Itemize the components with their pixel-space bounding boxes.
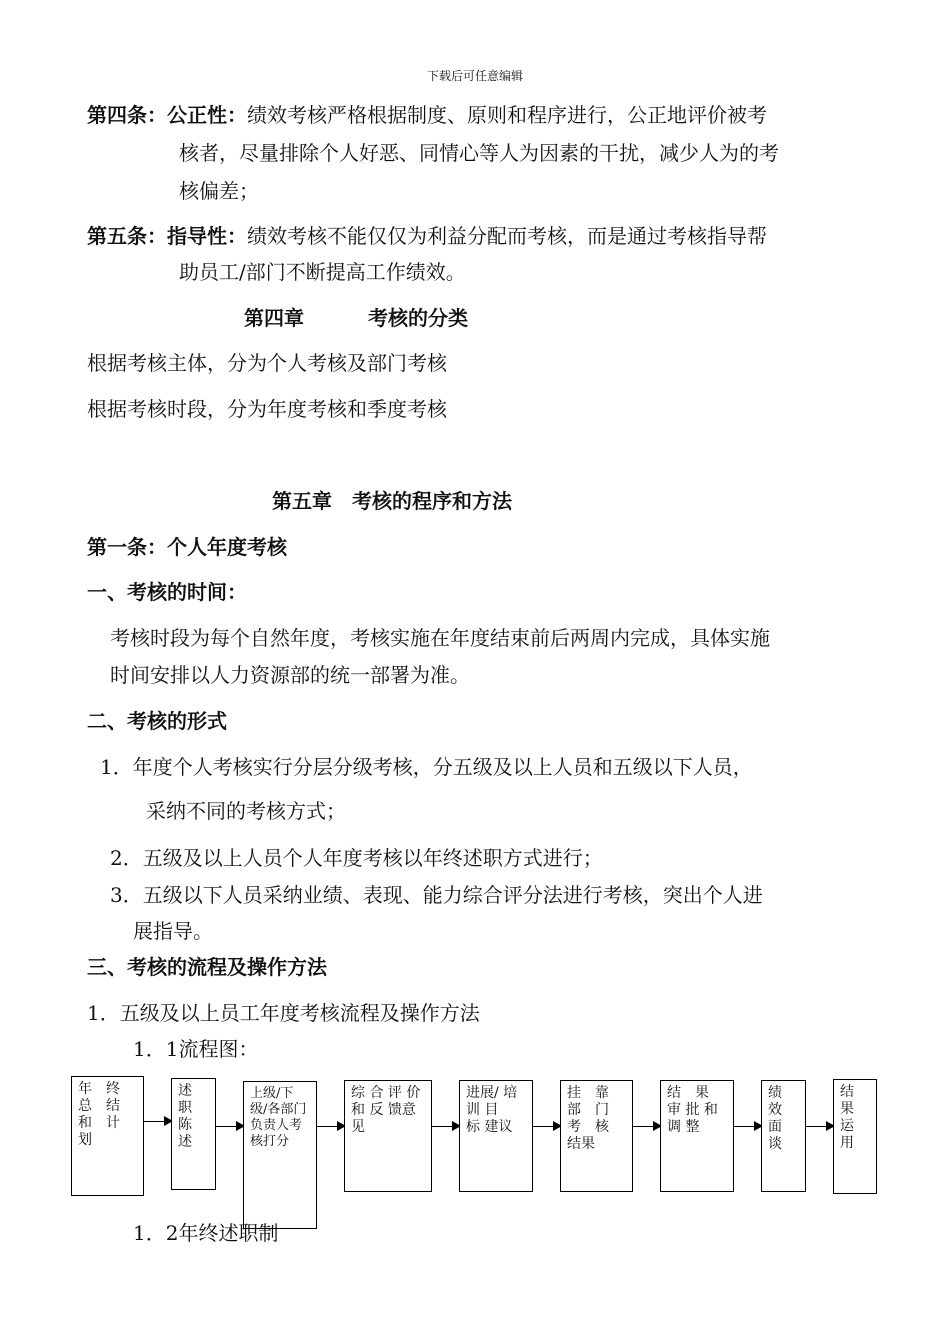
chapter-4-number: 第四章 <box>244 306 304 330</box>
section-2-heading: 二、考核的形式 <box>87 709 227 733</box>
article-5-label: 第五条： <box>87 224 167 248</box>
list-item-1-line2: 采纳不同的考核方式； <box>146 799 346 823</box>
flow-arrow <box>806 1126 833 1127</box>
list-item-2: 2．五级及以上人员个人年度考核以年终述职方式进行； <box>110 846 603 870</box>
article-4-text: 绩效考核严格根据制度、原则和程序进行，公正地评价被考 <box>247 103 767 127</box>
flow-arrow <box>317 1126 344 1127</box>
list-item-1-line1: 1．年度个人考核实行分层分级考核，分五级及以上人员和五级以下人员， <box>100 755 753 779</box>
flow-arrow <box>216 1126 243 1127</box>
flow-step-department-results: 挂 靠 部 门 考 核 结果 <box>560 1080 633 1192</box>
article-4-line1 <box>87 103 767 127</box>
flow-arrow <box>533 1126 560 1127</box>
flow-arrow <box>432 1126 459 1127</box>
page-header: 下载后可任意编辑 <box>426 69 523 83</box>
section-1-heading: 一、考核的时间： <box>87 580 247 604</box>
flow-step-performance-interview: 绩 效 面 谈 <box>761 1080 806 1192</box>
article-1-heading: 第一条：个人年度考核 <box>87 535 287 559</box>
annual-report-heading-text: 1．2年终述职制 <box>133 1221 279 1245</box>
article-4-label: 第四条： <box>87 103 167 127</box>
chapter-4-title: 考核的分类 <box>368 306 468 330</box>
flow-step-evaluation-feedback: 综 合 评 价 和 反 馈意见 <box>344 1080 432 1192</box>
flowchart-label: 1．1流程图： <box>133 1037 259 1061</box>
article-4-line3: 核偏差； <box>179 179 259 203</box>
list-item-3-line2: 展指导。 <box>133 919 213 943</box>
section-3-heading: 三、考核的流程及操作方法 <box>87 955 327 979</box>
article-5-line1 <box>87 224 767 248</box>
flow-arrow <box>633 1126 660 1127</box>
section-1-line1: 考核时段为每个自然年度，考核实施在年度结束前后两周内完成，具体实施 <box>110 626 770 650</box>
flow-arrow <box>734 1126 761 1127</box>
procedure-heading: 1．五级及以上员工年度考核流程及操作方法 <box>87 1001 480 1025</box>
article-5-text: 绩效考核不能仅仅为利益分配而考核，而是通过考核指导帮 <box>247 224 767 248</box>
section-1-line2: 时间安排以人力资源部的统一部署为准。 <box>110 663 470 687</box>
article-5-title: 指导性： <box>167 224 247 248</box>
flow-step-result-application: 结 果 运 用 <box>833 1079 877 1194</box>
chapter-4-para-2: 根据考核时段，分为年度考核和季度考核 <box>87 397 447 421</box>
flow-step-development-suggestions: 进展/ 培 训 目 标 建议 <box>459 1080 533 1192</box>
article-5-line2: 助员工/部门不断提高工作绩效。 <box>179 260 466 284</box>
chapter-4-para-1: 根据考核主体，分为个人考核及部门考核 <box>87 351 447 375</box>
article-4-title: 公正性： <box>167 103 247 127</box>
list-item-3-line1: 3．五级以下人员采纳业绩、表现、能力综合评分法进行考核，突出个人进 <box>110 883 763 907</box>
annual-report-heading <box>133 1221 278 1245</box>
flow-step-year-end-summary: 年 终 总 结 和 计 划 <box>71 1076 144 1196</box>
chapter-5-title: 第五章 考核的程序和方法 <box>272 489 512 513</box>
flow-step-report: 述 职 陈 述 <box>171 1078 216 1190</box>
flow-arrow <box>144 1121 171 1122</box>
flow-step-scoring: 上级/下级/各部门负责人考核打分 <box>243 1081 317 1229</box>
article-4-line2: 核者，尽量排除个人好恶、同情心等人为因素的干扰，减少人为的考 <box>179 141 779 165</box>
flow-step-approval-adjustment: 结 果 审 批 和 调 整 <box>660 1080 734 1192</box>
